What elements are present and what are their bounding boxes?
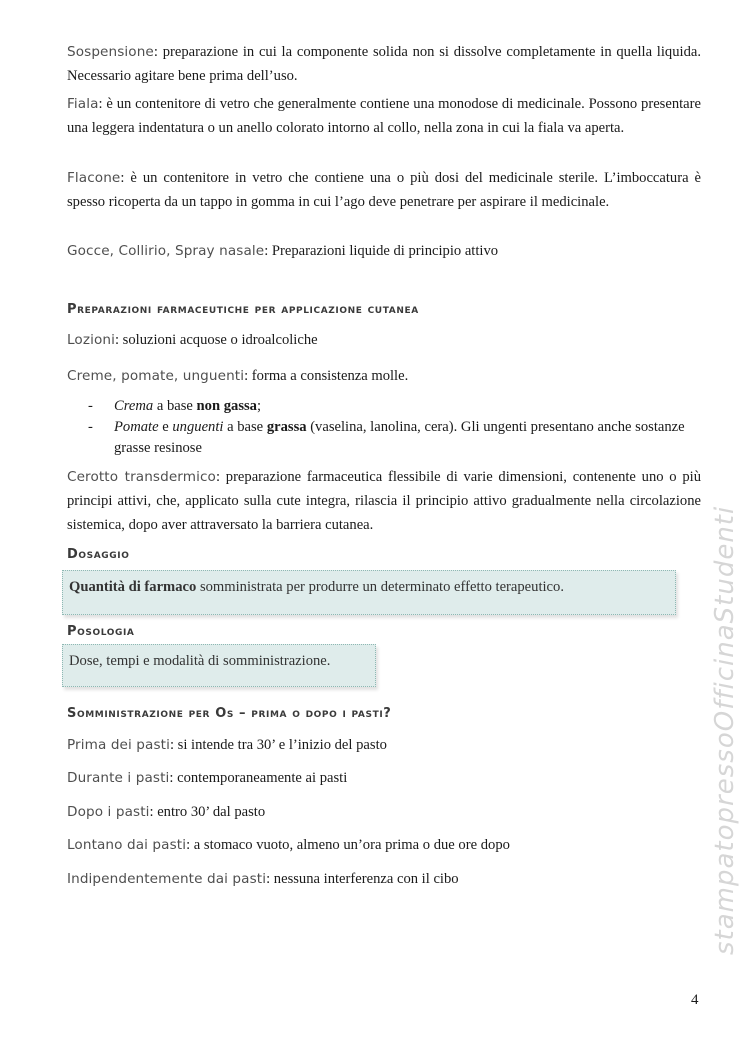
bold-text: non gassa bbox=[196, 398, 257, 414]
list-item bbox=[67, 396, 701, 417]
definition-cerotto bbox=[67, 465, 701, 537]
definition-text: : si intende tra 30’ e l’inizio del pasto bbox=[169, 737, 387, 753]
definition-text: : a stomaco vuoto, almeno un’ora prima o due ore dopo bbox=[186, 837, 510, 853]
definition-term: Lozioni bbox=[67, 332, 115, 348]
definition-term: Fiala bbox=[67, 96, 99, 112]
bullet-list bbox=[67, 396, 701, 459]
section-heading-os: Somministrazione per Os – prima o dopo i pasti? bbox=[67, 706, 392, 721]
definition-term: Dopo i pasti bbox=[67, 804, 150, 820]
list-text: a base bbox=[153, 398, 197, 414]
os-item-dopo bbox=[67, 800, 701, 824]
definition-sospensione bbox=[67, 40, 701, 88]
bullet-dash: - bbox=[88, 419, 93, 435]
list-text: a base bbox=[223, 419, 267, 435]
section-heading-dosaggio: Dosaggio bbox=[67, 547, 130, 562]
dosaggio-definition-box bbox=[62, 570, 676, 615]
definition-text: : è un contenitore di vetro che generalmente contiene una monodose di medicinale. Possono presentare una leggera indentatura o un anello colorato intorno al collo, nella zona in cui la fiala va aperta. bbox=[67, 96, 701, 136]
section-heading-cutanea: Preparazioni farmaceutiche per applicazione cutanea bbox=[67, 302, 419, 317]
list-text: ; bbox=[256, 398, 262, 414]
definition-term: Cerotto transdermico bbox=[67, 469, 216, 485]
definition-creme bbox=[67, 364, 701, 388]
definition-text: : Preparazioni liquide di principio attivo bbox=[264, 243, 499, 259]
italic-text: Crema bbox=[114, 398, 154, 414]
list-text: e bbox=[158, 419, 173, 435]
box-text: somministrata per produrre un determinato effetto terapeutico. bbox=[196, 579, 564, 595]
bold-text: Quantità di farmaco bbox=[69, 579, 197, 595]
watermark: stampatopressoOfficinaStudenti bbox=[710, 505, 740, 955]
italic-text: Pomate bbox=[114, 419, 159, 435]
italic-text: unguenti bbox=[172, 419, 224, 435]
definition-gocce bbox=[67, 239, 701, 263]
definition-term: Flacone bbox=[67, 170, 121, 186]
definition-text: : preparazione in cui la componente solida non si dissolve completamente in quella liquida. Necessario agitare bene prima dell’uso. bbox=[67, 44, 701, 84]
definition-text: : entro 30’ dal pasto bbox=[149, 804, 266, 820]
posologia-definition-box bbox=[62, 644, 376, 687]
definition-term: Gocce, Collirio, Spray nasale bbox=[67, 243, 265, 259]
page-number: 4 bbox=[691, 992, 699, 1008]
os-item-prima bbox=[67, 733, 701, 757]
bullet-dash: - bbox=[88, 398, 93, 414]
definition-term: Prima dei pasti bbox=[67, 737, 170, 753]
definition-lozioni bbox=[67, 328, 701, 352]
box-text: Dose, tempi e modalità di somministrazione. bbox=[69, 653, 331, 669]
definition-term: Creme, pomate, unguenti bbox=[67, 368, 245, 384]
definition-text: : forma a consistenza molle. bbox=[244, 368, 409, 384]
bold-text: grassa bbox=[266, 419, 307, 435]
definition-text: : contemporaneamente ai pasti bbox=[169, 770, 348, 786]
list-text: (vaselina, lanolina, cera). Gli ungenti presentano anche sostanze grasse resinose bbox=[114, 419, 685, 456]
os-item-indipendentemente bbox=[67, 867, 701, 891]
definition-flacone bbox=[67, 166, 701, 214]
definition-fiala bbox=[67, 92, 701, 140]
definition-text: : nessuna interferenza con il cibo bbox=[266, 871, 459, 887]
definition-text: : preparazione farmaceutica flessibile di varie dimensioni, contenente uno o più principi attivi, che, applicato sulla cute integra, rilascia il principio attivo gradualmente nella circolazione sistemica, dopo aver attraversato la barriera cutanea. bbox=[67, 469, 701, 533]
definition-term: Lontano dai pasti bbox=[67, 837, 187, 853]
definition-text: : soluzioni acquose o idroalcoliche bbox=[114, 332, 318, 348]
os-item-lontano bbox=[67, 833, 701, 857]
definition-term: Indipendentemente dai pasti bbox=[67, 871, 267, 887]
os-item-durante bbox=[67, 766, 701, 790]
definition-term: Sospensione bbox=[67, 44, 154, 60]
definition-term: Durante i pasti bbox=[67, 770, 170, 786]
list-item bbox=[67, 417, 701, 459]
section-heading-posologia: Posologia bbox=[67, 624, 135, 639]
definition-text: : è un contenitore in vetro che contiene una o più dosi del medicinale sterile. L’imboccatura è spesso ricoperta da un tappo in gomma in cui l’ago deve penetrare per aspirare il medicinale. bbox=[67, 170, 701, 210]
